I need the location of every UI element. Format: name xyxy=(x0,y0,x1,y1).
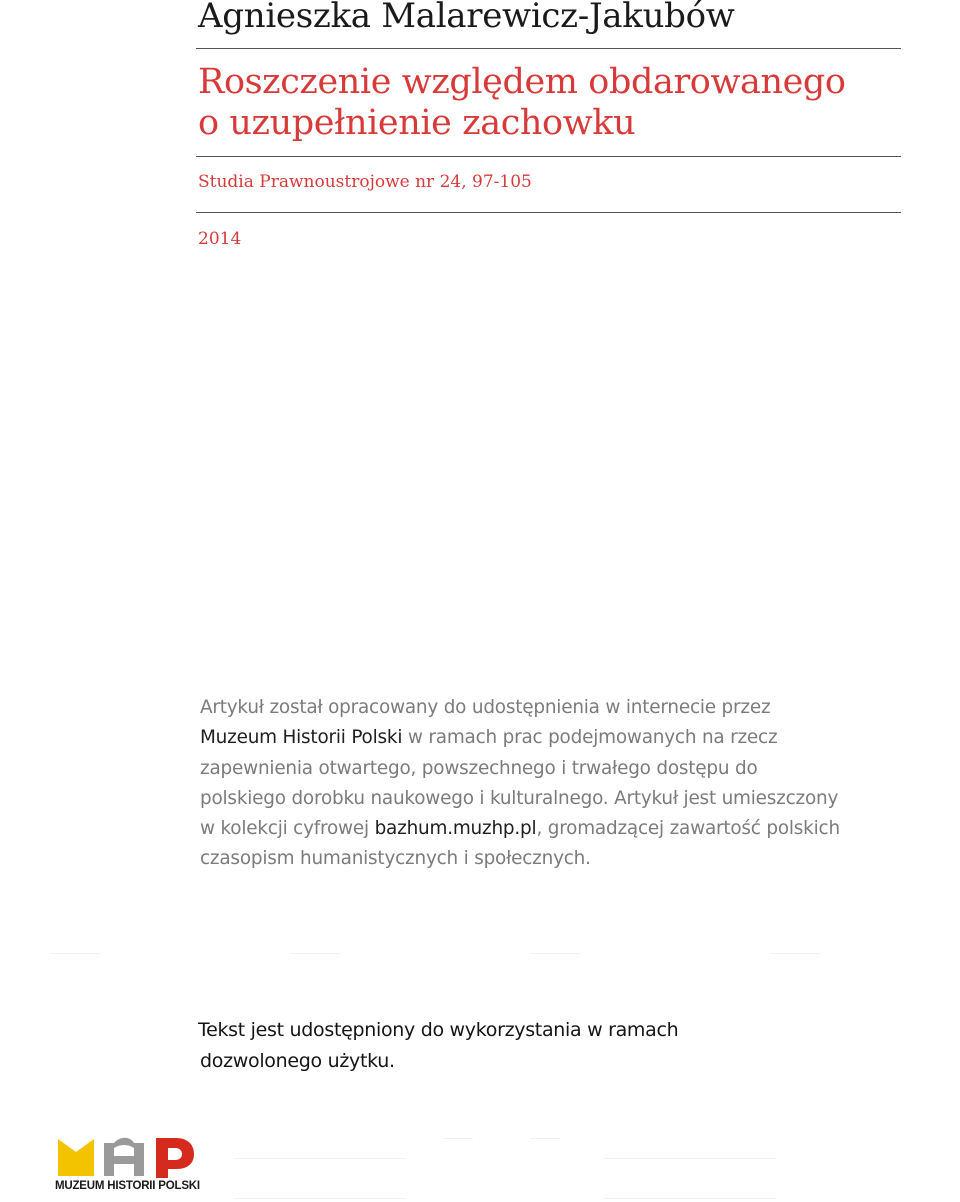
scan-artifact xyxy=(530,1138,560,1139)
logo-p-shape xyxy=(156,1138,194,1178)
publication-year: 2014 xyxy=(198,229,242,249)
scan-artifact xyxy=(770,953,820,954)
scan-artifact xyxy=(530,953,580,954)
notice-line: w kolekcji cyfrowej bazhum.muzhp.pl, gromadzącej zawartość polskich xyxy=(200,818,840,840)
author-name: Agnieszka Malarewicz-Jakubów xyxy=(198,0,735,36)
logo-crown-shape xyxy=(58,1139,94,1176)
notice-line: Muzeum Historii Polski w ramach prac podejmowanych na rzecz xyxy=(200,727,778,749)
article-title-line: Roszczenie względem obdarowanego xyxy=(198,62,846,102)
notice-line: zapewnienia otwartego, powszechnego i trwałego dostępu do xyxy=(200,757,758,779)
divider xyxy=(196,212,901,213)
article-title-line: o uzupełnienie zachowku xyxy=(198,103,636,143)
digitization-notice xyxy=(200,693,900,875)
license-line: Tekst jest udostępniony do wykorzystania w ramach xyxy=(198,1019,679,1041)
scan-artifact xyxy=(443,1138,473,1139)
museum-logo-label: MUZEUM HISTORII POLSKI xyxy=(55,1180,200,1192)
scan-artifact xyxy=(50,953,100,954)
notice-line: czasopism humanistycznych i społecznych. xyxy=(200,848,591,870)
license-line: dozwolonego użytku. xyxy=(200,1050,395,1072)
institution-name: Muzeum Historii Polski xyxy=(200,727,403,749)
license-notice xyxy=(198,1015,678,1077)
notice-line: polskiego dorobku naukowego i kulturalnego. Artykuł jest umieszczony xyxy=(200,787,839,809)
scan-artifact xyxy=(604,1198,776,1199)
article-title xyxy=(198,62,846,144)
divider xyxy=(196,48,901,49)
scan-artifact xyxy=(604,1158,776,1159)
scan-artifact xyxy=(290,953,340,954)
notice-line: Artykuł został opracowany do udostępnienia w internecie przez xyxy=(200,697,771,718)
collection-link[interactable]: bazhum.muzhp.pl xyxy=(374,818,537,840)
divider xyxy=(196,156,901,157)
journal-citation: Studia Prawnoustrojowe nr 24, 97-105 xyxy=(198,172,532,192)
scan-artifact xyxy=(234,1158,406,1159)
logo-eagle-shape xyxy=(104,1138,144,1176)
scan-artifact xyxy=(234,1198,406,1199)
